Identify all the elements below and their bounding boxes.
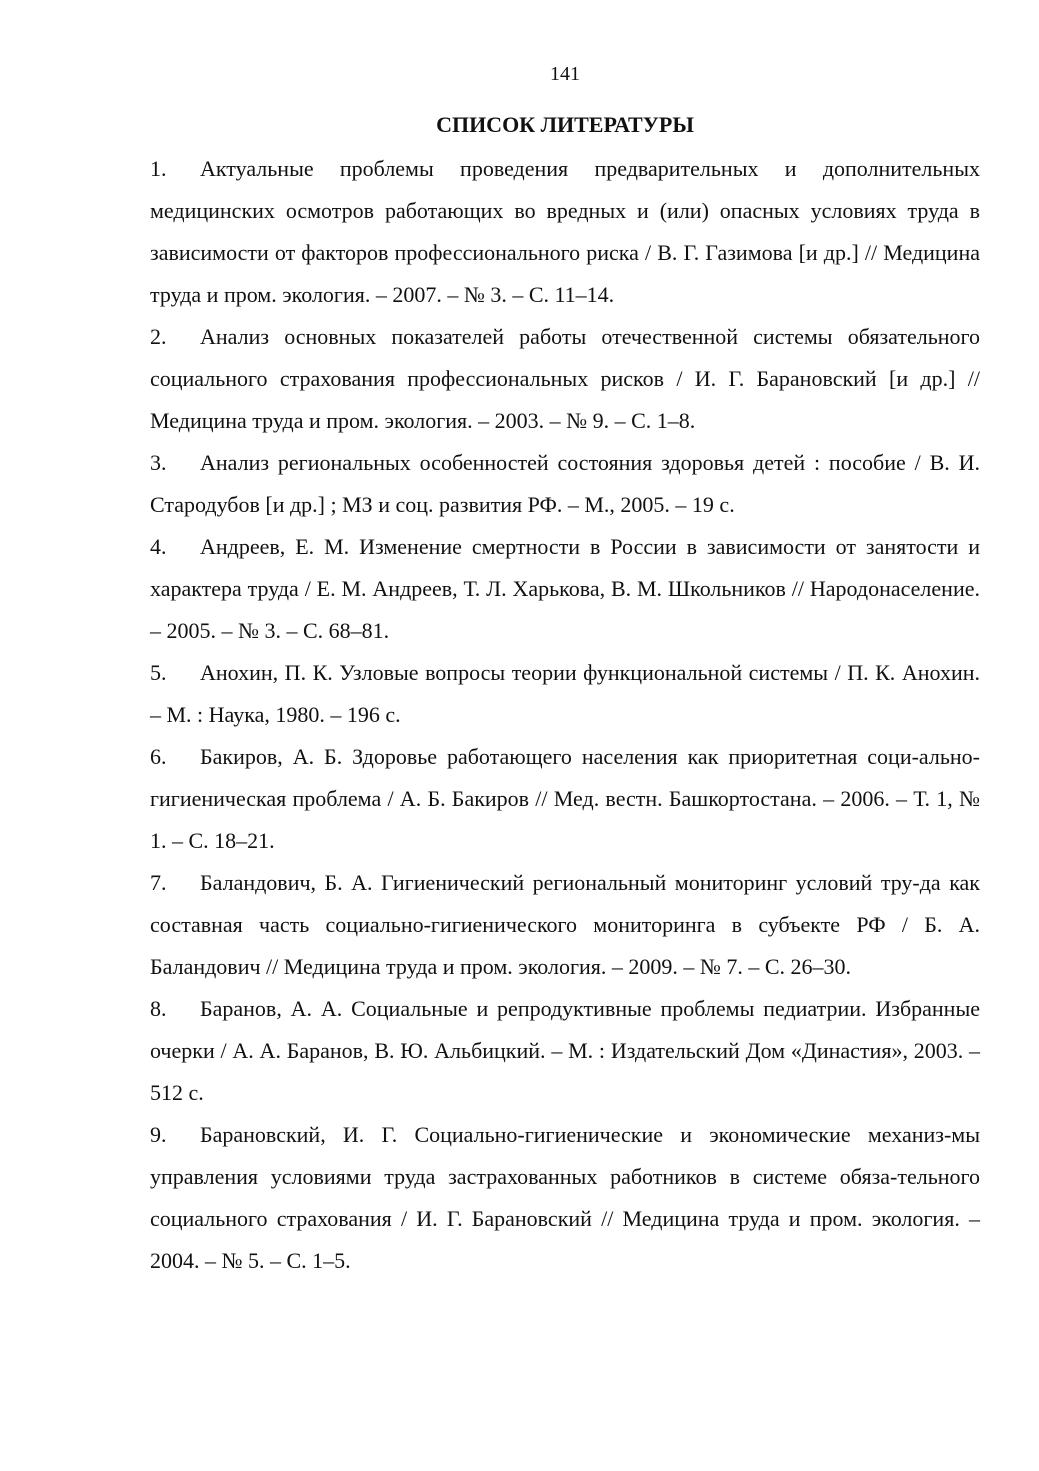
reference-number: 8. <box>150 996 167 1021</box>
reference-text: Баландович, Б. А. Гигиенический региональный мониторинг условий тру-да как составная часть социально-гигиенического мониторинга в субъекте РФ / Б. А. Баландович // Медицина труда и пром. экология. – 2009. – № 7. – С. 26–30. <box>150 870 980 979</box>
reference-number: 1. <box>150 156 167 181</box>
reference-text: Андреев, Е. М. Изменение смертности в России в зависимости от занятости и характера труда / Е. М. Андреев, Т. Л. Харькова, В. М. Школьников // Народонаселение. – 2005. – № 3. – С. 68–81. <box>150 534 980 643</box>
reference-item <box>150 862 980 988</box>
reference-number: 4. <box>150 534 167 559</box>
reference-item <box>150 526 980 652</box>
reference-text: Анохин, П. К. Узловые вопросы теории функциональной системы / П. К. Анохин. – М. : Наука, 1980. – 196 с. <box>150 660 980 727</box>
reference-text: Бакиров, А. Б. Здоровье работающего населения как приоритетная соци-ально-гигиеническая проблема / А. Б. Бакиров // Мед. вестн. Башкортостана. – 2006. – Т. 1, № 1. – С. 18–21. <box>150 744 980 853</box>
reference-item <box>150 1114 980 1282</box>
reference-item <box>150 316 980 442</box>
reference-number: 7. <box>150 870 167 895</box>
reference-item <box>150 652 980 736</box>
reference-text: Анализ основных показателей работы отечественной системы обязательного социального страхования профессиональных рисков / И. Г. Барановский [и др.] // Медицина труда и пром. экология. – 2003. – № 9. – С. 1–8. <box>150 324 980 433</box>
reference-text: Барановский, И. Г. Социально-гигиенические и экономические механиз-мы управления условиями труда застрахованных работников в системе обяза-тельного социального страхования / И. Г. Барановский // Медицина труда и пром. экология. – 2004. – № 5. – С. 1–5. <box>150 1122 980 1273</box>
reference-number: 2. <box>150 324 167 349</box>
reference-item <box>150 148 980 316</box>
page-title: СПИСОК ЛИТЕРАТУРЫ <box>436 112 694 137</box>
reference-item <box>150 988 980 1114</box>
page-number: 141 <box>550 63 580 85</box>
document-page <box>150 0 980 1471</box>
reference-number: 3. <box>150 450 167 475</box>
reference-number: 5. <box>150 660 167 685</box>
reference-text: Анализ региональных особенностей состояния здоровья детей : пособие / В. И. Стародубов [и др.] ; МЗ и соц. развития РФ. – М., 2005. – 19 с. <box>150 450 980 517</box>
reference-text: Баранов, А. А. Социальные и репродуктивные проблемы педиатрии. Избранные очерки / А. А. Баранов, В. Ю. Альбицкий. – М. : Издательский Дом «Династия», 2003. – 512 с. <box>150 996 980 1105</box>
reference-number: 9. <box>150 1122 167 1147</box>
reference-text: Актуальные проблемы проведения предварительных и дополнительных медицинских осмотров работающих во вредных и (или) опасных условиях труда в зависимости от факторов профессионального риска / В. Г. Газимова [и др.] // Медицина труда и пром. экология. – 2007. – № 3. – С. 11–14. <box>150 156 980 307</box>
reference-item <box>150 442 980 526</box>
reference-list <box>150 148 980 1282</box>
reference-item <box>150 736 980 862</box>
reference-number: 6. <box>150 744 167 769</box>
